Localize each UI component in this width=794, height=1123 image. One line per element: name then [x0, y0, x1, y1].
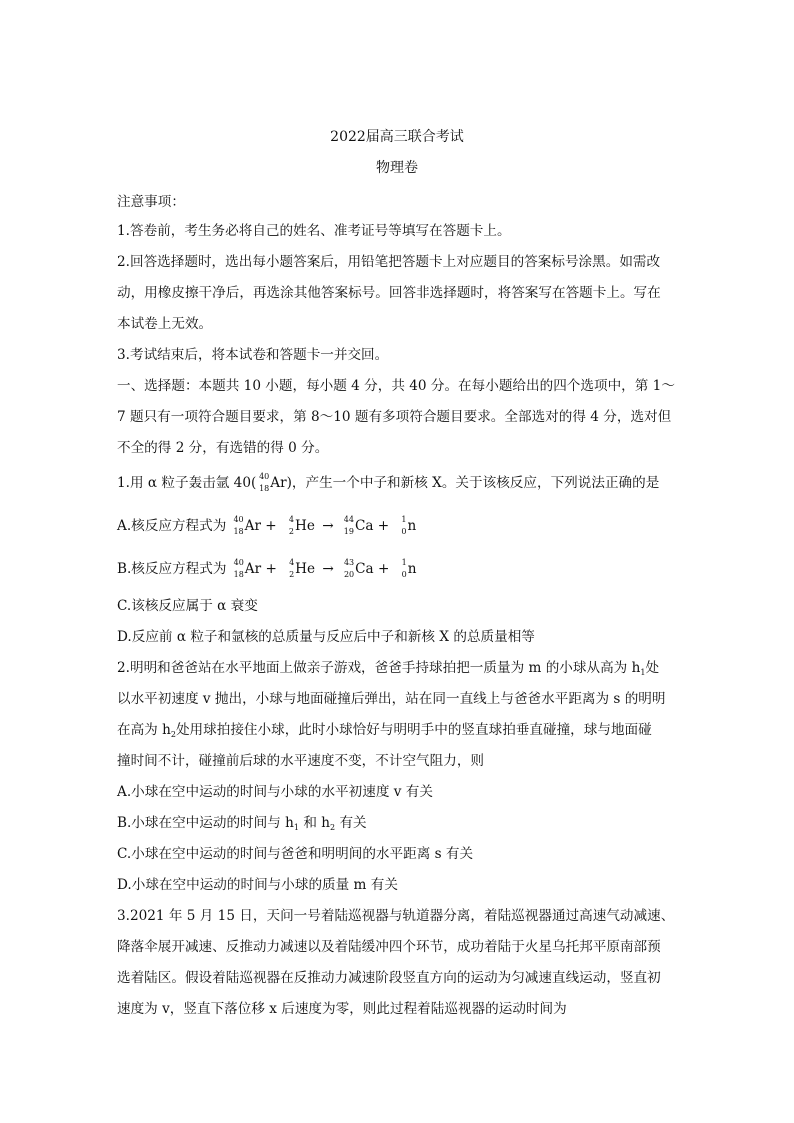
- section-instructions: 7 题只有一项符合题目要求，第 8～10 题有多项符合题目要求。全部选对的得 4 分，选对但: [117, 409, 672, 425]
- exam-title: 2022届高三联合考试: [330, 129, 464, 145]
- question-3-stem: 选着陆区。假设着陆巡视器在反推动力减速阶段竖直方向的运动为匀减速直线运动，竖直初: [117, 970, 661, 986]
- question-2-stem: 以水平初速度 v 抛出，小球与地面碰撞后弹出，站在同一直线上与爸爸水平距离为 s 的明明: [117, 691, 666, 707]
- question-2-option-a: A.小球在空中运动的时间与小球的水平初速度 v 有关: [117, 784, 433, 800]
- question-2-option-b: B.小球在空中运动的时间与 $h_1$ 和 $h_2$ 有关: [117, 815, 367, 832]
- question-1-option-b: B.核反应方程式为 40 18 Ar + 4 2 He → 43 20 Ca + 1 0 n: [117, 558, 417, 579]
- question-1-option-a: A.核反应方程式为 40 18 Ar + 4 2 He → 44 19 Ca + 1 0 n: [117, 515, 417, 536]
- arrow-icon: →: [322, 518, 334, 534]
- notice-item: 2.回答选择题时，选出每小题答案后，用铅笔把答题卡上对应题目的答案标号涂黑。如需改: [117, 254, 661, 270]
- arrow-icon: →: [322, 561, 334, 577]
- question-2-option-c: C.小球在空中运动的时间与爸爸和明明间的水平距离 s 有关: [117, 846, 474, 862]
- notice-item: 1.答卷前，考生务必将自己的姓名、准考证号等填写在答题卡上。: [117, 223, 511, 239]
- question-2-stem: 2.明明和爸爸站在水平地面上做亲子游戏，爸爸手持球拍把一质量为 m 的小球从高为 $h_1$处: [117, 660, 660, 677]
- notice-item: 3.考试结束后，将本试卷和答题卡一并交回。: [117, 347, 389, 363]
- question-1-option-d: D.反应前 α 粒子和氩核的总质量与反应后中子和新核 X 的总质量相等: [117, 629, 535, 645]
- notice-heading: 注意事项：: [117, 194, 185, 210]
- question-3-stem: 3.2021 年 5 月 15 日，天问一号着陆巡视器与轨道器分离，着陆巡视器通过高速气动减速、: [117, 908, 675, 924]
- question-2-stem: 撞时间不计，碰撞前后球的水平速度不变，不计空气阻力，则: [117, 753, 485, 769]
- question-3-stem: 降落伞展开减速、反推动力减速以及着陆缓冲四个环节，成功着陆于火星乌托邦平原南部预: [117, 939, 661, 955]
- question-2-option-d: D.小球在空中运动的时间与小球的质量 m 有关: [117, 877, 398, 893]
- notice-item: 本试卷上无效。: [117, 316, 213, 332]
- subject-title: 物理卷: [376, 160, 418, 176]
- question-1-option-c: C.该核反应属于 α 衰变: [117, 598, 258, 614]
- question-1-stem: 1.用 α 粒子轰击氩 40( 40 18 Ar)，产生一个中子和新核 X。关于该核反应，下列说法正确的是: [117, 472, 660, 493]
- section-instructions: 一、选择题：本题共 10 小题，每小题 4 分，共 40 分。在每小题给出的四个选项中，第 1～: [117, 378, 675, 394]
- argon-nuclide: 40 18: [259, 472, 270, 493]
- notice-item: 动，用橡皮擦干净后，再选涂其他答案标号。回答非选择题时，将答案写在答题卡上。写在: [117, 285, 661, 301]
- question-2-stem: 在高为 $h_2$处用球拍接住小球，此时小球恰好与明明手中的竖直球拍垂直碰撞，球与地面碰: [117, 722, 652, 739]
- section-instructions: 不全的得 2 分，有选错的得 0 分。: [117, 440, 329, 456]
- question-3-stem: 速度为 v，竖直下落位移 x 后速度为零，则此过程着陆巡视器的运动时间为: [117, 1001, 567, 1017]
